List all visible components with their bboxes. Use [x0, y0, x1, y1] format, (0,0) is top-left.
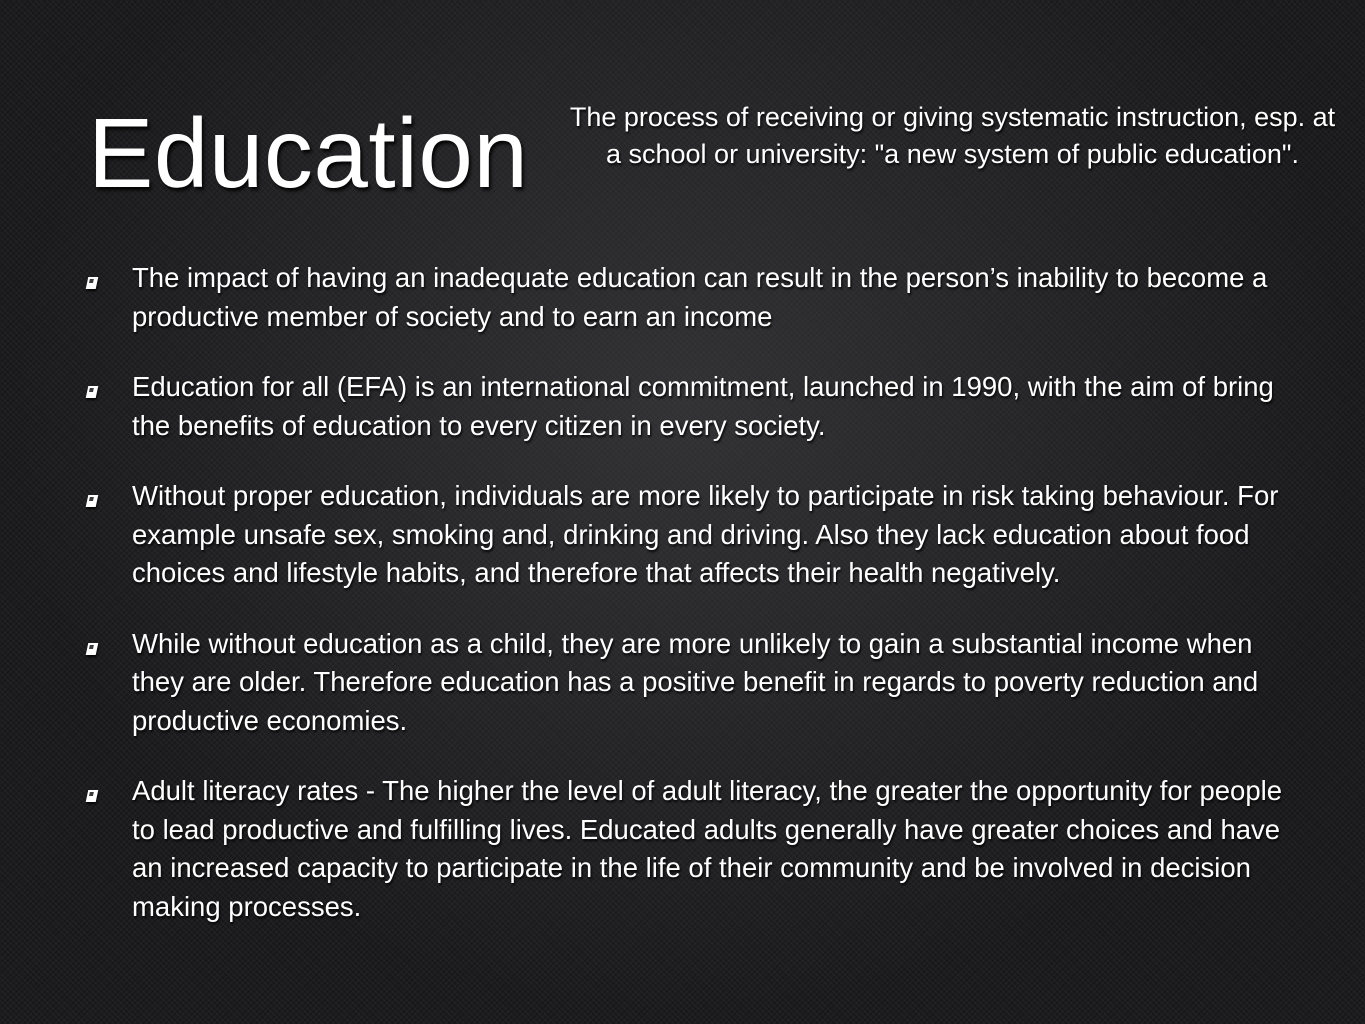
- slide-title: Education: [88, 98, 529, 208]
- bullet-icon: [86, 495, 99, 507]
- bullet-icon: [86, 790, 99, 802]
- bullet-text: Adult literacy rates - The higher the level of adult literacy, the greater the opportunity for people to lead productive and fulfilling lives. Educated adults generally have greater choices and have an increased capacity to participate in the life of their community and be involved in decision making processes.: [132, 775, 1283, 922]
- bullet-text: While without education as a child, they are more unlikely to gain a substantial income when they are older. Therefore education has a positive benefit in regards to poverty reduction and productive economies.: [132, 627, 1259, 736]
- bullet-item: [85, 625, 1285, 741]
- bullet-item: [85, 772, 1285, 926]
- bullet-list: [85, 259, 1285, 958]
- bullet-icon: [86, 386, 99, 398]
- bullet-text: Education for all (EFA) is an international commitment, launched in 1990, with the aim of bring the benefits of education to every citizen in every society.: [132, 371, 1274, 441]
- bullet-item: [85, 477, 1285, 593]
- definition-text: The process of receiving or giving systematic instruction, esp. at a school or university: "a new system of public education".: [569, 102, 1336, 169]
- bullet-item: [85, 368, 1285, 445]
- bullet-text: The impact of having an inadequate education can result in the person’s inability to become a productive member of society and to earn an income: [132, 262, 1268, 332]
- bullet-icon: [86, 643, 99, 655]
- bullet-item: [85, 259, 1285, 336]
- bullet-text: Without proper education, individuals are more likely to participate in risk taking behaviour. For example unsafe sex, smoking and, drinking and driving. Also they lack education about food choices and lifestyle habits, and therefore that affects their health negatively.: [132, 480, 1279, 588]
- bullet-icon: [86, 277, 99, 289]
